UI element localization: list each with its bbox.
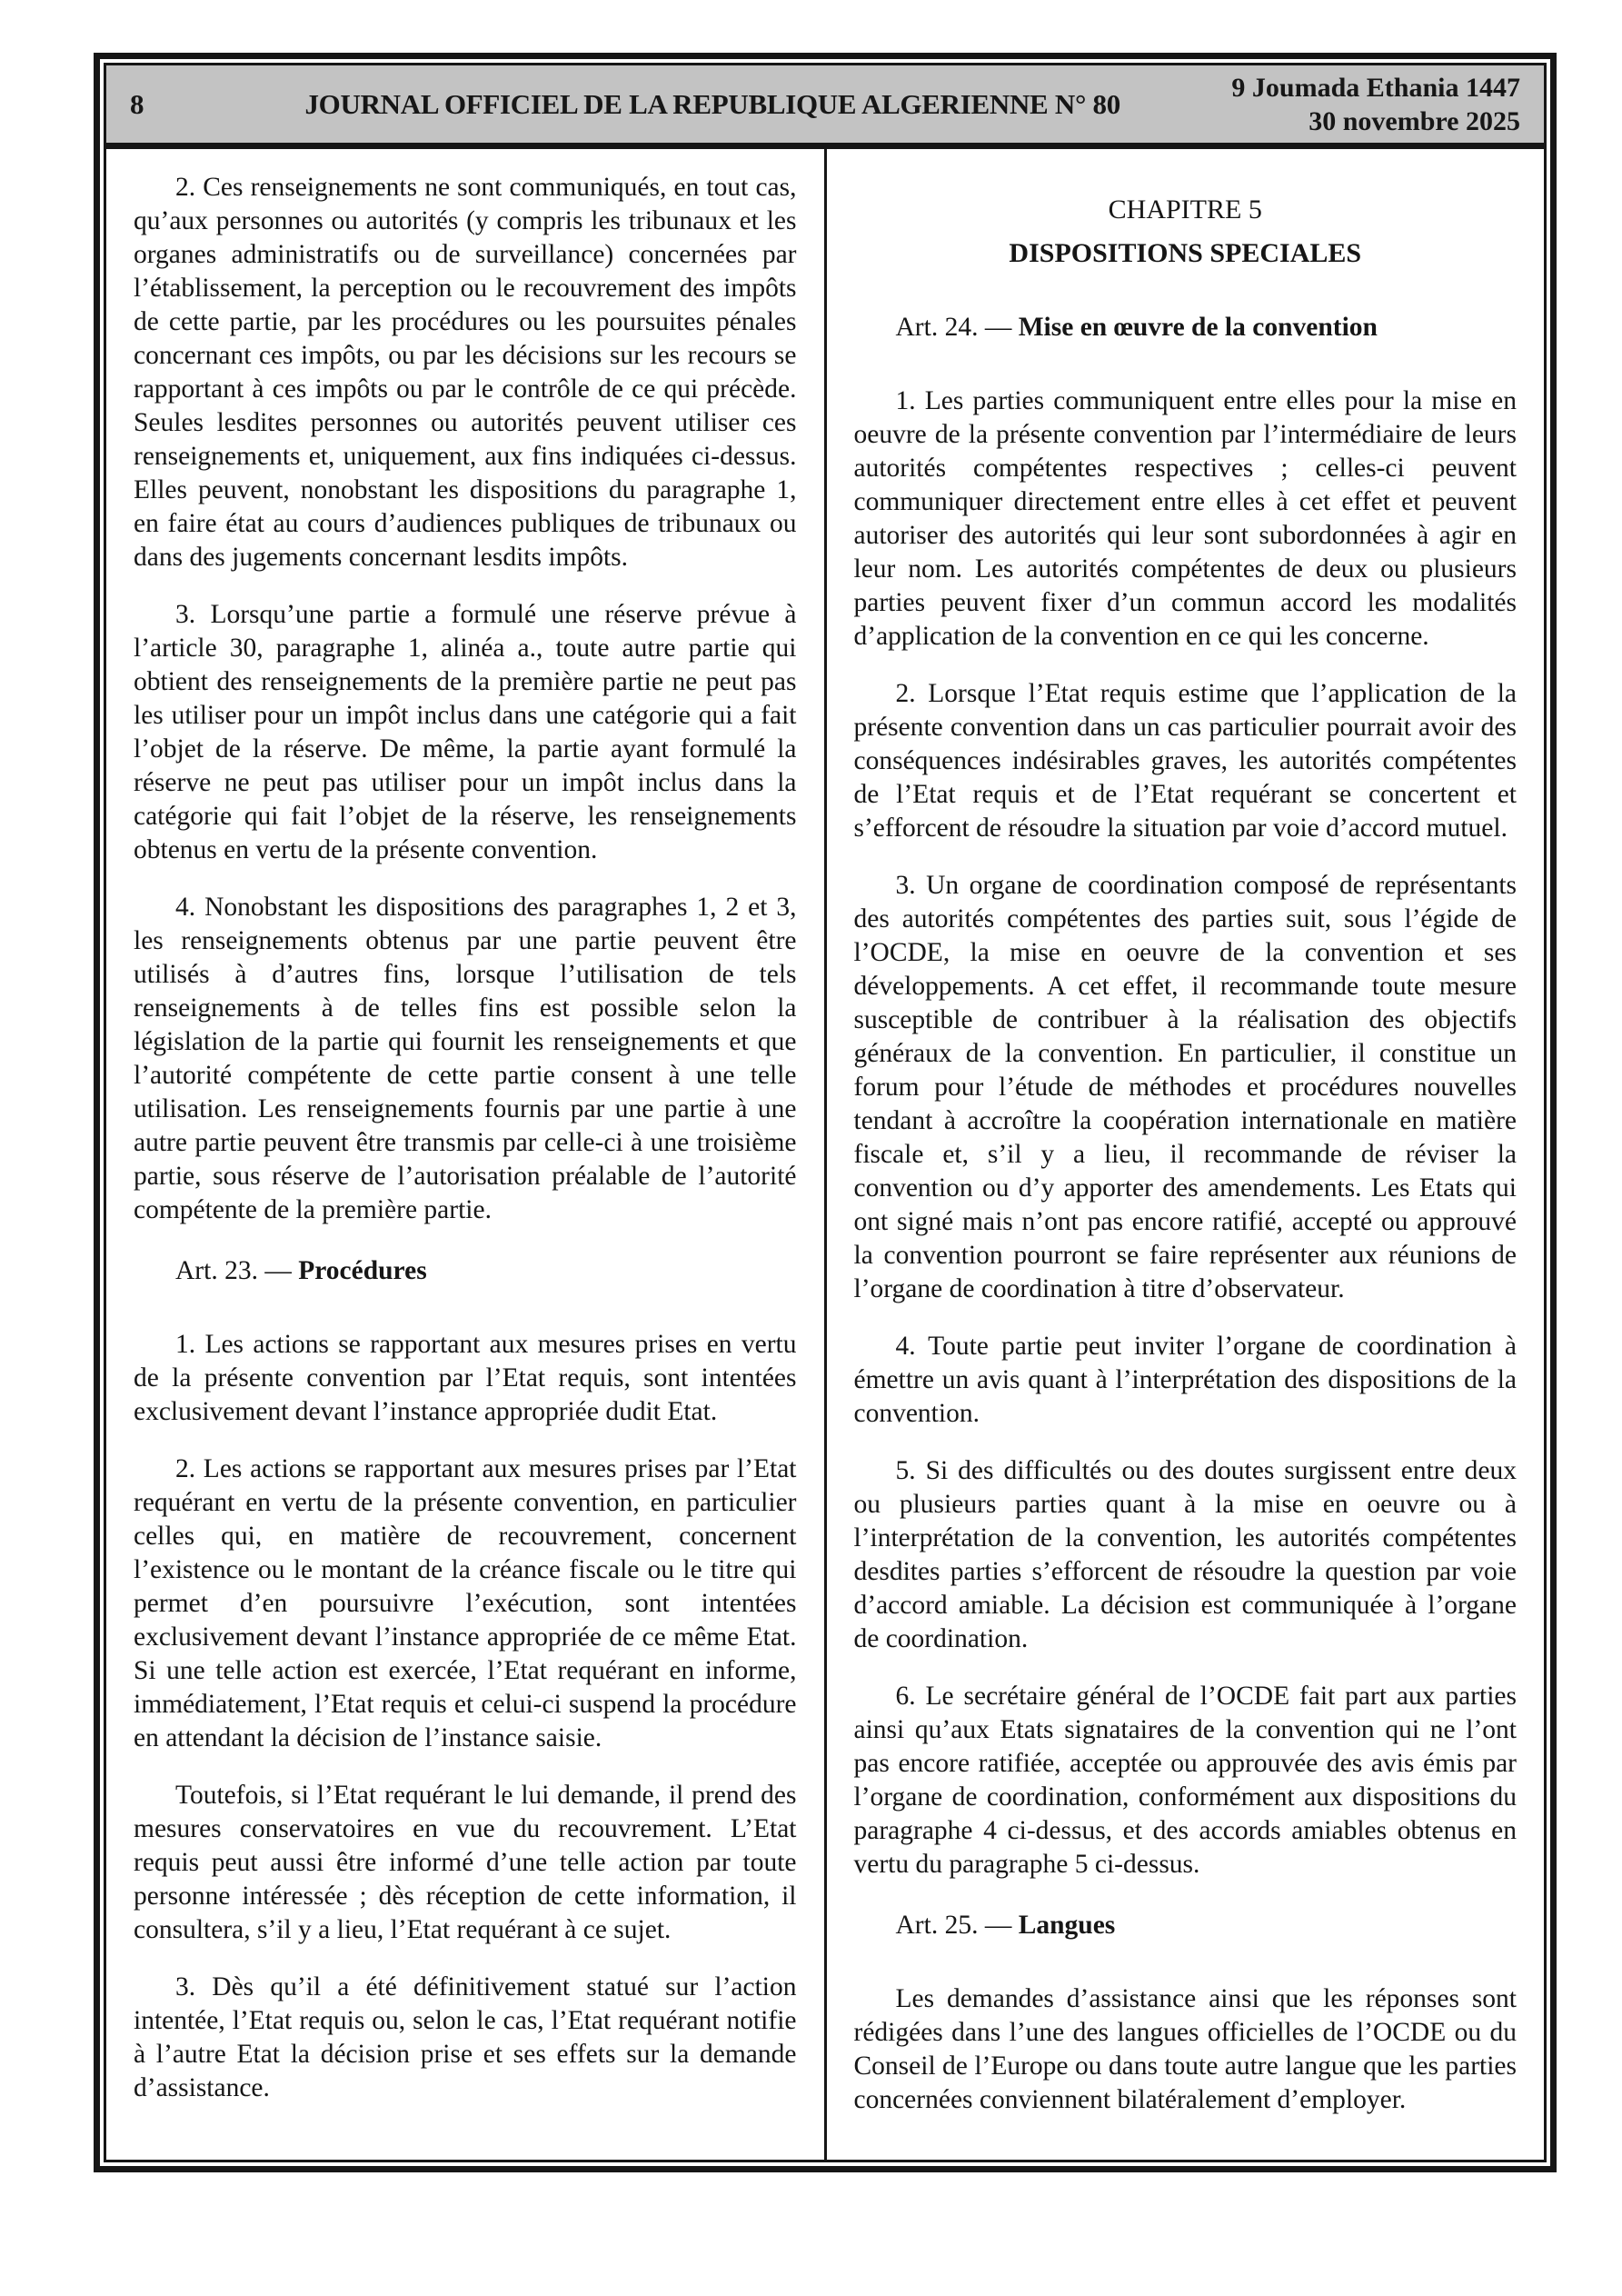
- page-frame: [94, 53, 1557, 2172]
- paragraph: 3. Lorsqu’une partie a formulé une réserve prévue à l’article 30, paragraphe 1, alinéa a., toute autre partie qui obtient des renseignements de la première partie ne peut pas les utiliser pour un impôt inclus dans une catégorie qui a fait l’objet de la réserve. De même, la partie ayant formulé la réserve ne peut pas utiliser pour un impôt inclus dans la catégorie qui fait l’objet de la réserve, les renseignements obtenus en vertu de la présente convention.: [134, 600, 797, 864]
- paragraph: Les demandes d’assistance ainsi que les réponses sont rédigées dans l’une des langues officielles de l’OCDE ou du Conseil de l’Europe ou dans toute autre langue que les parties concernées conviennent bilatéralement d’employer.: [853, 1984, 1517, 2114]
- paragraph: 1. Les parties communiquent entre elles pour la mise en oeuvre de la présente convention par l’intermédiaire de leurs autorités compétentes respectives ; celles-ci peuvent communiquer directement entre elles à cet effet et peuvent autoriser des autorités qui leur sont subordonnées à agir en leur nom. Les autorités compétentes de deux ou plusieurs parties peuvent fixer d’un commun accord les modalités d’application de la convention en ce qui les concerne.: [853, 386, 1517, 651]
- journal-title: JOURNAL OFFICIEL DE LA REPUBLIQUE ALGERIENNE N° 80: [304, 87, 1120, 120]
- publication-dates: [1231, 71, 1520, 138]
- chapter-heading: [854, 195, 1518, 269]
- article-title: Procédures: [298, 1256, 427, 1285]
- article-title: Mise en œuvre de la convention: [1018, 313, 1378, 342]
- paragraph: 3. Un organe de coordination composé de représentants des autorités compétentes des parties suit, sous l’égide de l’OCDE, la mise en oeuvre de la convention et ses développements. A cet effet, il recommande toute mesure susceptible de contribuer à la réalisation des objectifs généraux de la convention. En particulier, il constitue un forum pour l’étude de méthodes et procédures nouvelles tendant à accroître la coopération internationale en matière fiscale et, s’il y a lieu, il recommande de réviser la convention ou d’y apporter des amendements. Les Etats qui ont signé mais n’ont pas encore ratifié, accepté ou approuvé la convention pourront se faire représenter aux réunions de l’organe de coordination à titre d’observateur.: [853, 871, 1517, 1303]
- article-24-heading: [854, 311, 1518, 344]
- paragraph: 3. Dès qu’il a été définitivement statué sur l’action intentée, l’Etat requis ou, selon le cas, l’Etat requérant notifie à l’autre Etat la décision prise et ses effets sur la demande d’assistance.: [134, 1972, 797, 2102]
- page-number: 8: [130, 87, 144, 120]
- paragraph: 4. Toute partie peut inviter l’organe de coordination à émettre un avis quant à l’interprétation des dispositions de la convention.: [853, 1332, 1517, 1428]
- paragraph: 5. Si des difficultés ou des doutes surgissent entre deux ou plusieurs parties quant à la mise en oeuvre ou à l’interprétation de la convention, les autorités compétentes desdites parties s’efforcent de résoudre la question par voie d’accord amiable. La décision est communiquée à l’organe de coordination.: [853, 1456, 1517, 1653]
- chapter-number: CHAPITRE 5: [1108, 195, 1262, 225]
- article-label: Art. 23. —: [175, 1256, 299, 1285]
- chapter-title: DISPOSITIONS SPECIALES: [1009, 238, 1362, 268]
- paragraph: 1. Les actions se rapportant aux mesures prises en vertu de la présente convention par l’Etat requis, sont intentées exclusivement devant l’instance appropriée dudit Etat.: [134, 1330, 797, 1426]
- paragraph: 2. Lorsque l’Etat requis estime que l’application de la présente convention dans un cas particulier pourrait avoir des conséquences indésirables graves, les autorités compétentes de l’Etat requis et de l’Etat requérant se concertent et s’efforcent de résoudre la situation par voie d’accord mutuel.: [853, 679, 1517, 843]
- paragraph: 2. Les actions se rapportant aux mesures prises par l’Etat requérant en vertu de la présente convention, en particulier celles qui, en matière de recouvrement, concernent l’existence ou le montant de la créance fiscale ou le titre qui permet d’en poursuivre l’exécution, sont intentées exclusivement devant l’instance appropriée de ce même Etat. Si une telle action est exercée, l’Etat requérant en informe, immédiatement, l’Etat requis et celui-ci suspend la procédure en attendant la décision de l’instance saisie.: [134, 1454, 797, 1752]
- gregorian-date: 30 novembre 2025: [1309, 105, 1520, 136]
- article-23-heading: [134, 1254, 797, 1288]
- paragraph: 4. Nonobstant les dispositions des paragraphes 1, 2 et 3, les renseignements obtenus par une partie peuvent être utilisés à d’autres fins, lorsque l’utilisation de tels renseignements à de telles fins est possible selon la législation de la partie qui fournit les renseignements et que l’autorité compétente de cette partie consent à une telle utilisation. Les renseignements fournis par une partie à une autre partie peuvent être transmis par celle-ci à une troisième partie, sous réserve de l’autorisation préalable de l’autorité compétente de la première partie.: [134, 893, 797, 1224]
- article-label: Art. 24. —: [895, 313, 1019, 342]
- content-area: [106, 149, 1544, 2160]
- right-column: [827, 149, 1545, 2160]
- article-25-heading: [854, 1909, 1518, 1942]
- article-title: Langues: [1018, 1911, 1116, 1940]
- page-frame-inner: [104, 63, 1547, 2162]
- paragraph: Toutefois, si l’Etat requérant le lui demande, il prend des mesures conservatoires en vue du recouvrement. L’Etat requis peut aussi être informé d’une telle action par toute personne intéressée ; dès réception de cette information, il consultera, s’il y a lieu, l’Etat requérant à ce sujet.: [134, 1781, 797, 1944]
- page-header: [106, 65, 1544, 149]
- article-label: Art. 25. —: [895, 1911, 1019, 1940]
- left-column: [106, 149, 824, 2160]
- paragraph: 2. Ces renseignements ne sont communiqués, en tout cas, qu’aux personnes ou autorités (y compris les tribunaux et les organes administratifs ou de surveillance) concernées par l’établissement, la perception ou le recouvrement des impôts de cette partie, par les procédures ou les poursuites pénales concernant ces impôts, ou par les décisions sur les recours se rapportant à ces impôts ou par le contrôle de ce qui précède. Seules lesdites personnes ou autorités peuvent utiliser ces renseignements et, uniquement, aux fins indiquées ci-dessus. Elles peuvent, nonobstant les dispositions du paragraphe 1, en faire état au cours d’audiences publiques de tribunaux ou dans des jugements concernant lesdits impôts.: [134, 173, 797, 572]
- paragraph: 6. Le secrétaire général de l’OCDE fait part aux parties ainsi qu’aux Etats signataires de la convention qui ne l’ont pas encore ratifiée, acceptée ou approuvée des avis émis par l’organe de coordination, conformément aux dispositions du paragraphe 4 ci-dessus, et des accords amiables obtenus en vertu du paragraphe 5 ci-dessus.: [853, 1682, 1517, 1879]
- hijri-date: 9 Joumada Ethania 1447: [1231, 72, 1520, 103]
